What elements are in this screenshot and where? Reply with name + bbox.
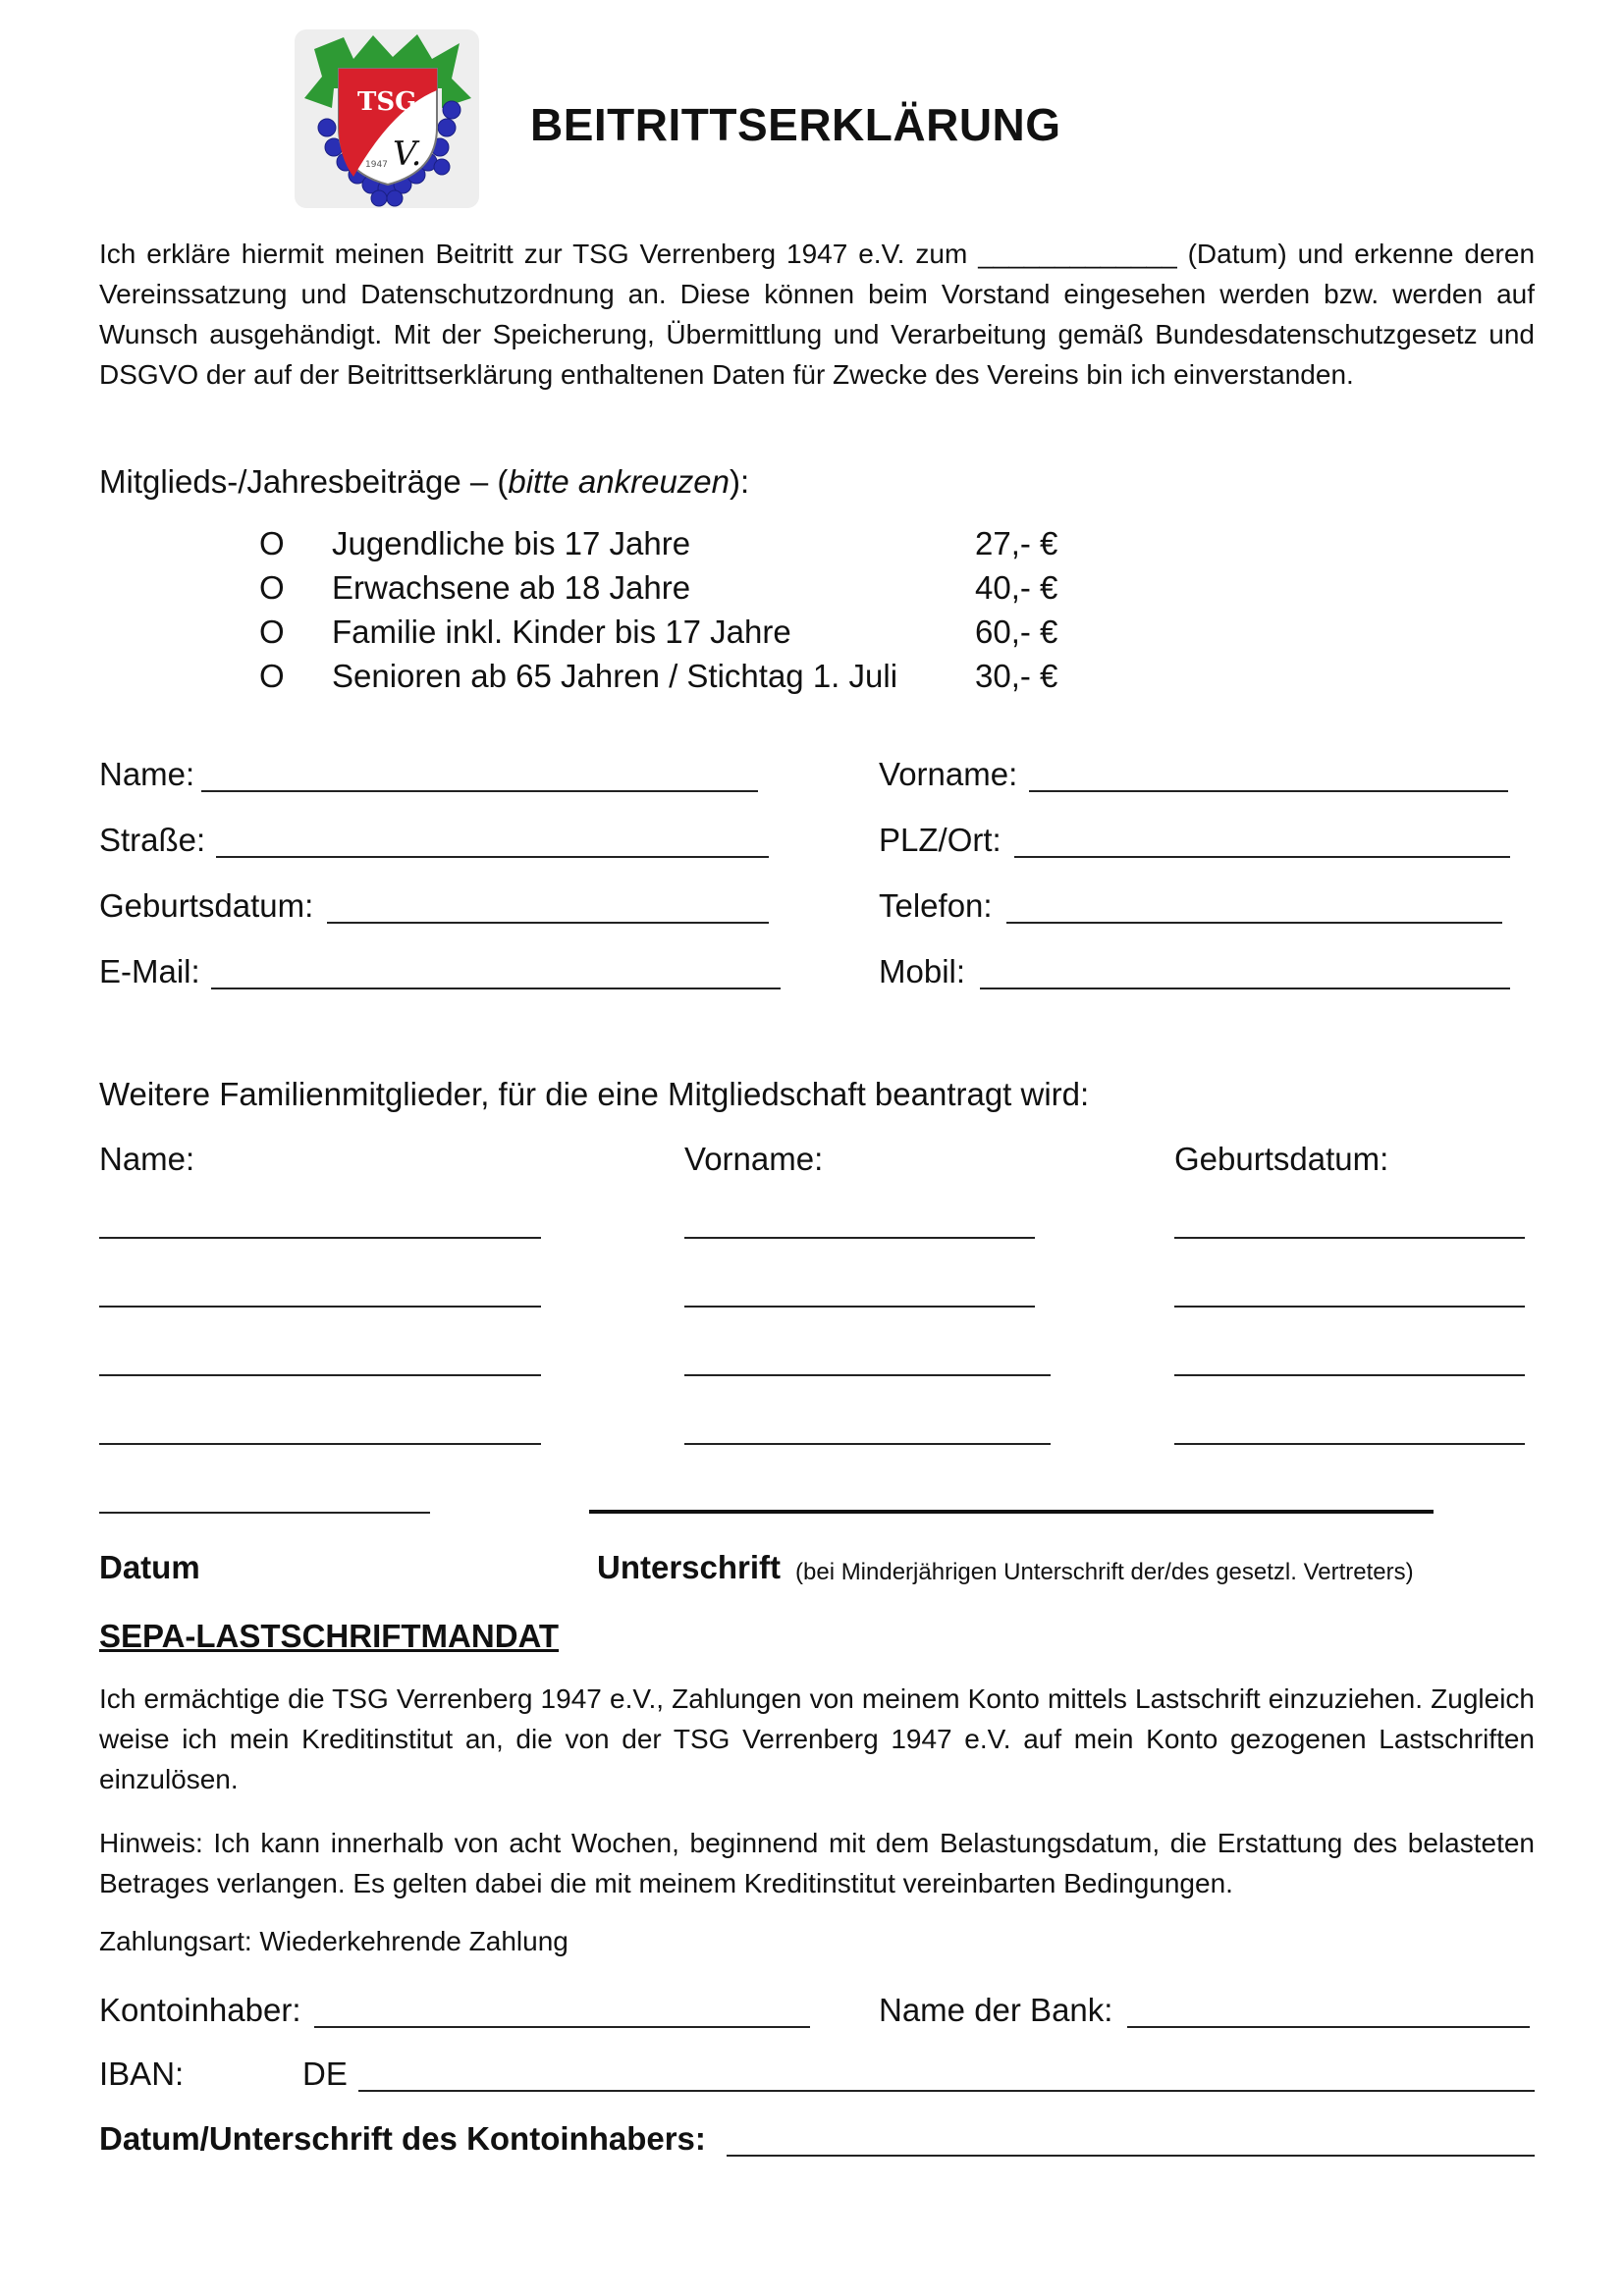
date-blank[interactable]: _____________	[978, 239, 1177, 269]
family-geburtsdatum-field-3[interactable]	[1174, 1374, 1525, 1376]
family-vorname-field-3[interactable]	[684, 1374, 1051, 1376]
iban-field[interactable]	[358, 2090, 1535, 2092]
fee-price-2: 40,- €	[975, 569, 1058, 606]
plz-ort-label: PLZ/Ort:	[879, 822, 1001, 858]
vorname-label: Vorname:	[879, 756, 1018, 792]
name-label: Name:	[99, 756, 195, 792]
sepa-text-1: Ich ermächtige die TSG Verrenberg 1947 e.V., Zahlungen von meinem Konto mittels Lastschrift einzuziehen. Zugleich weise ich mein Kreditinstitut an, die von der TSG Verrenberg 1947 e.V. auf mein Konto gezogenen Lastschriften einzulösen.	[99, 1683, 1535, 1794]
telefon-field[interactable]	[1006, 922, 1502, 924]
svg-text:TSG: TSG	[357, 87, 417, 117]
svg-text:1947: 1947	[365, 160, 388, 170]
iban-label: IBAN:	[99, 2056, 185, 2092]
page-title: BEITRITTSERKLÄRUNG	[530, 99, 1061, 150]
plz-ort-field[interactable]	[1014, 856, 1510, 858]
fee-price-3: 60,- €	[975, 614, 1058, 650]
sepa-text-2: Hinweis: Ich kann innerhalb von acht Wochen, beginnend mit dem Belastungsdatum, die Erstattung des belasteten Betrages verlangen. Es gelten dabei die mit meinem Kreditinstitut vereinbarten Bedingungen.	[99, 1828, 1535, 1898]
zahlungsart: Zahlungsart: Wiederkehrende Zahlung	[99, 1926, 568, 1956]
telefon-label: Telefon:	[879, 887, 993, 924]
mobil-label: Mobil:	[879, 953, 966, 989]
email-label: E-Mail:	[99, 953, 200, 989]
fee-price-4: 30,- €	[975, 658, 1058, 694]
kontoinhaber-field[interactable]	[314, 2026, 810, 2028]
fee-label-4: Senioren ab 65 Jahren / Stichtag 1. Juli	[332, 658, 898, 694]
kontoinhaber-signature-label: Datum/Unterschrift des Kontoinhabers:	[99, 2120, 706, 2157]
family-vorname-field-4[interactable]	[684, 1443, 1051, 1445]
geburtsdatum-field[interactable]	[327, 922, 769, 924]
fee-checkbox-2[interactable]: O	[259, 569, 285, 606]
kontoinhaber-signature-field[interactable]	[727, 2155, 1535, 2157]
intro-text-2: (Datum) und erkenne deren Vereinssatzung und Datenschutzordnung an. Diese können beim Vorstand eingesehen werden bzw. werden auf Wunsch ausgehändigt. Mit der Speicherung, Übermittlung und Verarbeitung gemäß Bundesdatenschutzgesetz und DSGVO der auf der Beitrittserklärung enthaltenen Daten für Zwecke des Vereins bin ich einverstanden.	[99, 239, 1536, 390]
fee-label-3: Familie inkl. Kinder bis 17 Jahre	[332, 614, 791, 650]
strasse-field[interactable]	[216, 856, 769, 858]
unterschrift-label: Unterschrift	[597, 1549, 782, 1585]
unterschrift-note: (bei Minderjährigen Unterschrift der/des gesetzl. Vertreters)	[795, 1559, 1414, 1585]
unterschrift-field[interactable]	[589, 1510, 1434, 1514]
family-name-field-3[interactable]	[99, 1374, 541, 1376]
geburtsdatum-label: Geburtsdatum:	[99, 887, 314, 924]
intro-text-1: Ich erkläre hiermit meinen Beitritt zur TSG Verrenberg 1947 e.V. zum	[99, 239, 968, 269]
intro-paragraph	[99, 234, 1535, 395]
family-name-field-2[interactable]	[99, 1306, 541, 1308]
bank-label: Name der Bank:	[879, 1992, 1113, 2028]
vorname-field[interactable]	[1029, 790, 1508, 792]
fee-label-2: Erwachsene ab 18 Jahre	[332, 569, 691, 606]
family-geburtsdatum-field-1[interactable]	[1174, 1237, 1525, 1239]
bank-field[interactable]	[1127, 2026, 1530, 2028]
fee-checkbox-1[interactable]: O	[259, 525, 285, 561]
club-logo	[295, 29, 479, 208]
family-col-vorname: Vorname:	[684, 1141, 824, 1177]
datum-field[interactable]	[99, 1512, 430, 1514]
family-geburtsdatum-field-4[interactable]	[1174, 1443, 1525, 1445]
fee-checkbox-4[interactable]: O	[259, 658, 285, 694]
family-vorname-field-1[interactable]	[684, 1237, 1035, 1239]
family-col-geburtsdatum: Geburtsdatum:	[1174, 1141, 1389, 1177]
club-crest-icon	[295, 29, 479, 208]
family-name-field-4[interactable]	[99, 1443, 541, 1445]
kontoinhaber-label: Kontoinhaber:	[99, 1992, 301, 2028]
fee-label-1: Jugendliche bis 17 Jahre	[332, 525, 691, 561]
email-field[interactable]	[211, 988, 781, 989]
iban-prefix: DE	[302, 2056, 348, 2092]
fee-price-1: 27,- €	[975, 525, 1058, 561]
family-col-name: Name:	[99, 1141, 195, 1177]
family-name-field-1[interactable]	[99, 1237, 541, 1239]
sepa-heading: SEPA-LASTSCHRIFTMANDAT	[99, 1618, 560, 1654]
strasse-label: Straße:	[99, 822, 206, 858]
family-vorname-field-2[interactable]	[684, 1306, 1035, 1308]
name-field[interactable]	[201, 790, 758, 792]
datum-label: Datum	[99, 1549, 200, 1585]
family-geburtsdatum-field-2[interactable]	[1174, 1306, 1525, 1308]
svg-text:V.: V.	[393, 134, 422, 174]
fee-checkbox-3[interactable]: O	[259, 614, 285, 650]
family-heading: Weitere Familienmitglieder, für die eine Mitgliedschaft beantragt wird:	[99, 1076, 1090, 1112]
fees-heading: Mitglieds-/Jahresbeiträge – (bitte ankreuzen):	[99, 463, 750, 500]
mobil-field[interactable]	[980, 988, 1510, 989]
